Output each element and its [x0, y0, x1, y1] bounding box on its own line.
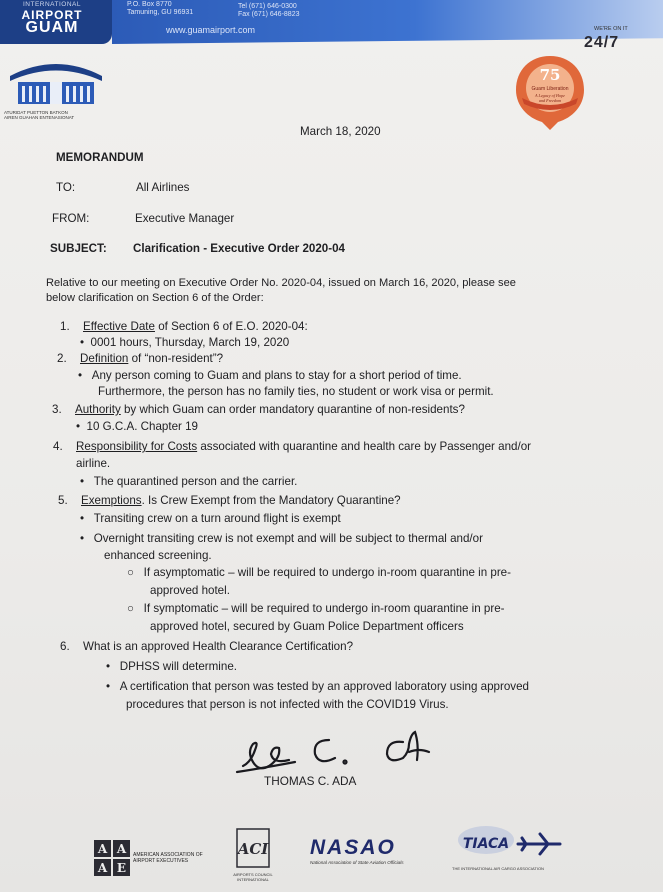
- svg-text:A: A: [97, 842, 108, 856]
- svg-text:TIACA: TIACA: [462, 836, 510, 852]
- item-6-bullet-2-cont: procedures that person is not infected with the COVID19 Virus.: [126, 698, 449, 711]
- aci-logo: [236, 828, 270, 868]
- logo-airport: AIRPORT: [21, 8, 83, 22]
- on-it-247: 24/7: [584, 34, 620, 51]
- nasao-text: National Association of State Aviation Officials: [310, 860, 404, 865]
- item-6-bullet-1: • DPHSS will determine.: [106, 660, 237, 673]
- letterhead-band: [112, 0, 663, 44]
- item-4-bullet-1: • The quarantined person and the carrier.: [80, 475, 298, 488]
- item-5-sub-1-cont: approved hotel.: [150, 584, 230, 597]
- svg-text:A: A: [116, 842, 127, 856]
- item-1: Effective Date of Section 6 of E.O. 2020-04:: [83, 320, 308, 333]
- to-label: TO:: [56, 181, 76, 194]
- svg-text:E: E: [116, 861, 127, 875]
- item-6: What is an approved Health Clearance Certification?: [83, 640, 354, 653]
- item-5-sub-2: ○ If symptomatic – will be required to undergo in-room quarantine in pre-: [127, 602, 505, 615]
- badge-line-1: Guam Liberation: [531, 86, 569, 92]
- item-5-sub-2-cont: approved hotel, secured by Guam Police Department officers: [150, 620, 464, 633]
- item-2: Definition of “non-resident”?: [80, 352, 224, 365]
- to-value: All Airlines: [136, 181, 190, 194]
- badge-number: 75: [539, 66, 561, 84]
- aci-text: AIRPORTS COUNCIL INTERNATIONAL: [233, 872, 273, 882]
- svg-text:A: A: [97, 861, 108, 875]
- item-2-bullet-1-cont: Furthermore, the person has no family ties, no student or work visa or permit.: [98, 385, 494, 398]
- logo-guam: GUAM: [25, 19, 79, 36]
- memo-date: March 18, 2020: [300, 125, 381, 138]
- item-6-number: 6.: [60, 640, 70, 653]
- tiaca-airplane-icon: [456, 824, 564, 864]
- logo-international: INTERNATIONAL: [22, 1, 82, 8]
- tiaca-text: THE INTERNATIONAL AIR CARGO ASSOCIATION: [452, 866, 544, 871]
- item-3-number: 3.: [52, 403, 62, 416]
- from-label: FROM:: [52, 212, 90, 225]
- badge-line-3: and Freedom: [538, 98, 562, 103]
- aaae-mark-icon: [94, 840, 130, 876]
- terminal-building-icon: [8, 50, 104, 108]
- item-5-number: 5.: [58, 494, 68, 507]
- from-value: Executive Manager: [135, 212, 235, 225]
- airport-guam-logo: [0, 0, 112, 118]
- tiaca-logo: [456, 824, 564, 864]
- item-3-bullet-1: • 10 G.C.A. Chapter 19: [76, 420, 199, 433]
- intro-line-2: below clarification on Section 6 of the Order:: [46, 292, 264, 304]
- item-4-number: 4.: [53, 440, 63, 453]
- liberation-75-badge-icon: [514, 54, 586, 132]
- aci-mark-icon: [236, 828, 270, 868]
- item-1-bullet-1: • 0001 hours, Thursday, March 19, 2020: [80, 336, 290, 349]
- letterhead-address: P.O. Box 8770 Tamuning, GU 96931: [127, 1, 194, 16]
- letterhead-website: www.guamairport.com: [166, 25, 256, 35]
- letterhead-phone: Tel (671) 646-0300 Fax (671) 646-8823: [238, 3, 300, 18]
- intro-line-1: Relative to our meeting on Executive Order No. 2020-04, issued on March 16, 2020, please see: [46, 277, 516, 289]
- item-1-number: 1.: [60, 320, 70, 333]
- item-5-bullet-2-cont: enhanced screening.: [104, 549, 212, 562]
- svg-text:ACI: ACI: [237, 840, 269, 858]
- logo-footer: ATURIDAT PUETTON BATKON AIREN GUAHAN ENTENASIONAT: [4, 110, 75, 120]
- item-6-bullet-2: • A certification that person was tested by an approved laboratory using approved: [106, 680, 529, 693]
- item-5-bullet-2: • Overnight transiting crew is not exempt and will be subject to thermal and/or: [80, 532, 483, 545]
- item-5: Exemptions. Is Crew Exempt from the Mandatory Quarantine?: [81, 494, 401, 507]
- item-2-bullet-1: • Any person coming to Guam and plans to stay for a short period of time.: [78, 369, 462, 382]
- badge-line-2: A Legacy of Hope: [534, 93, 566, 98]
- aaae-text: AMERICAN ASSOCIATION OF AIRPORT EXECUTIVES: [133, 852, 203, 864]
- item-5-bullet-1: • Transiting crew on a turn around flight is exempt: [80, 512, 341, 525]
- signatory-name: THOMAS C. ADA: [264, 774, 357, 788]
- item-4-cont: airline.: [76, 457, 111, 470]
- item-4: Responsibility for Costs associated with quarantine and health care by Passenger and/or: [76, 440, 531, 453]
- memo-heading: MEMORANDUM: [56, 151, 144, 164]
- subject-label: SUBJECT:: [50, 242, 107, 255]
- handwritten-signature: [233, 722, 435, 778]
- on-it-tagline: WE'RE ON IT: [594, 26, 628, 32]
- aaae-logo: [94, 840, 130, 876]
- item-5-sub-1: ○ If asymptomatic – will be required to undergo in-room quarantine in pre-: [127, 566, 511, 579]
- item-3: Authority by which Guam can order mandatory quarantine of non-residents?: [75, 403, 465, 416]
- subject-value: Clarification - Executive Order 2020-04: [133, 242, 345, 255]
- nasao-logo: NASAO: [310, 836, 396, 859]
- item-2-number: 2.: [57, 352, 67, 365]
